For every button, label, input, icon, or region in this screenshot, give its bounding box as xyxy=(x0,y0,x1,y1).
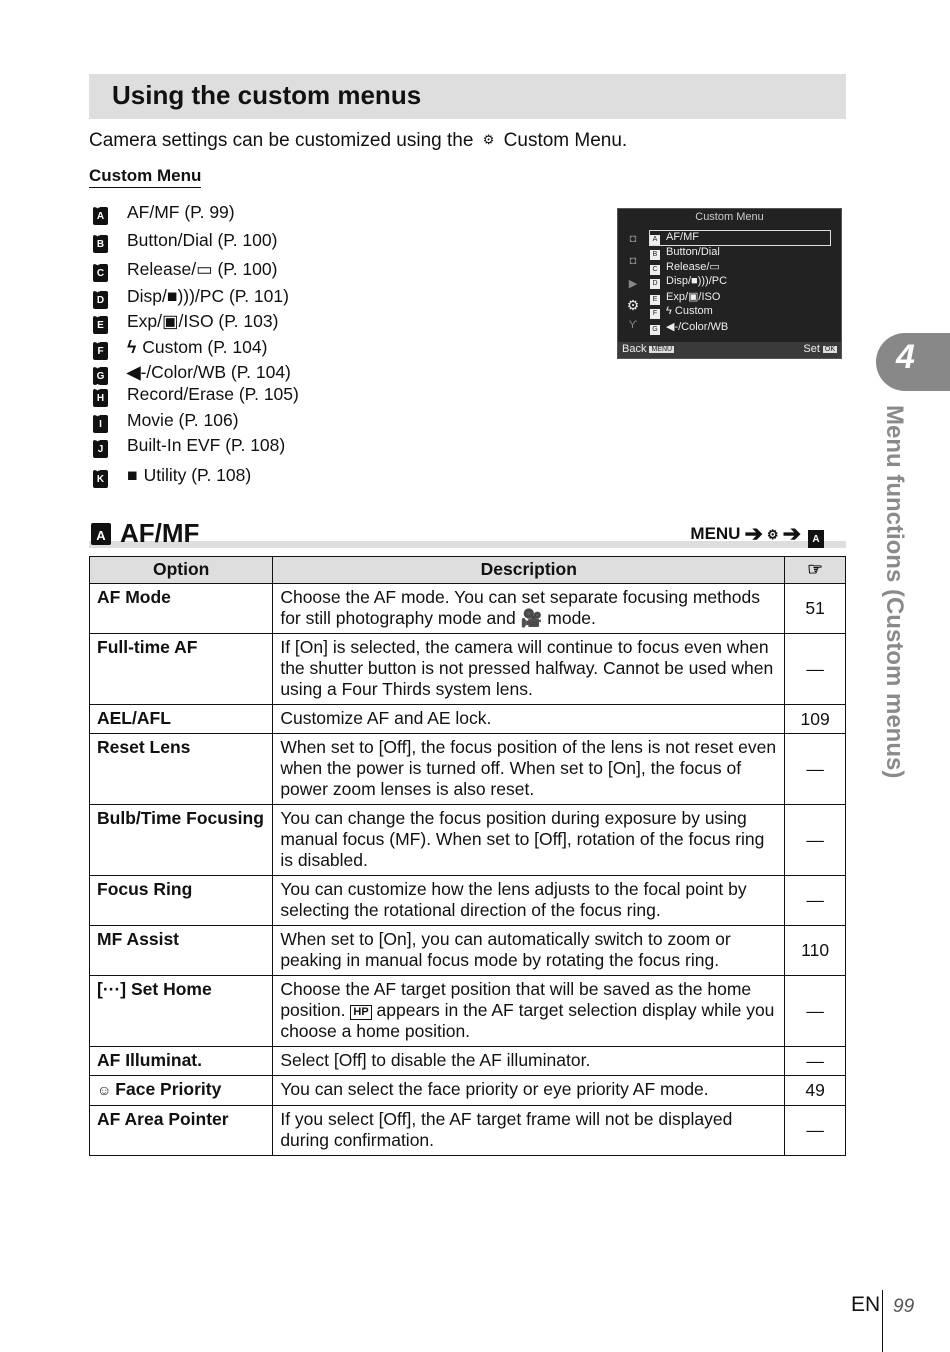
page-cell: 109 xyxy=(785,705,846,734)
custom-menu-a-icon: ⚙ A xyxy=(93,207,108,225)
afmf-options-table xyxy=(89,556,846,1156)
custom-menu-i-icon: ⚙ I xyxy=(93,415,108,433)
camera-screen-item-label: Exp/▣/ISO xyxy=(666,291,721,303)
section-heading xyxy=(89,520,846,548)
custom-menu-g-icon: ⚙ G xyxy=(93,367,108,385)
chapter-number: 4 xyxy=(896,338,915,376)
custom-menu-k-icon: ⚙ K xyxy=(93,470,108,488)
custom-menu-gear-icon: ⚙ xyxy=(482,132,495,147)
option-label: Face Priority xyxy=(115,1079,222,1099)
page-title: Using the custom menus xyxy=(112,80,422,110)
camera-screen-item xyxy=(650,320,830,334)
menu-item-icon: D xyxy=(650,279,660,289)
list-item-label: Utility (P. 108) xyxy=(143,465,252,485)
camera-screen-item xyxy=(650,246,830,260)
set-label: Set xyxy=(803,343,820,355)
option-cell: AF Mode xyxy=(90,584,273,634)
custom-menu-c-icon: ⚙ C xyxy=(93,264,108,282)
custom-menu-f-icon: ⚙ F xyxy=(93,342,108,360)
table-row xyxy=(90,584,846,634)
description-text-before: Choose the AF target position that will be saved as the home position. xyxy=(280,979,752,1020)
title-bar xyxy=(89,74,846,119)
custom-menu-tab-icon: ⚙ xyxy=(626,297,640,313)
custom-menu-a-icon: A xyxy=(91,523,111,545)
page-cell: — xyxy=(785,1106,846,1156)
option-cell: AEL/AFL xyxy=(90,705,273,734)
flash-icon: ϟ xyxy=(127,337,137,357)
list-item-label: Custom (P. 104) xyxy=(142,337,268,357)
description-cell: When set to [On], you can automatically switch to zoom or peaking in manual focus mode by rotating the focus ring. xyxy=(273,926,785,976)
back-hint xyxy=(622,343,674,355)
menu-key-icon: MENU xyxy=(651,346,673,353)
custom-menu-b-icon: ⚙ B xyxy=(93,235,108,253)
intro-text xyxy=(89,130,627,152)
camera-screen-item-label: Release/▭ xyxy=(666,261,720,273)
table-row xyxy=(90,876,846,926)
camera-screen-item xyxy=(650,260,830,274)
menu-item-icon: A xyxy=(650,235,660,245)
list-item-label: -/Color/WB (P. 104) xyxy=(140,362,291,382)
page-cell: — xyxy=(785,976,846,1047)
page-cell: — xyxy=(785,805,846,876)
page-cell: 49 xyxy=(785,1076,846,1106)
set-hint xyxy=(803,343,837,355)
custom-menu-d-icon: ⚙ D xyxy=(93,291,108,309)
header-description: Description xyxy=(273,557,785,584)
table-row xyxy=(90,926,846,976)
table-row xyxy=(90,705,846,734)
camera-menu-screen xyxy=(617,208,842,359)
reference-page-icon: ☞ xyxy=(785,557,846,584)
table-row xyxy=(90,734,846,805)
option-cell: AF Illuminat. xyxy=(90,1047,273,1076)
option-cell: Focus Ring xyxy=(90,876,273,926)
white-balance-icon: ◀ xyxy=(127,362,141,382)
chapter-title: Menu functions (Custom menus) xyxy=(881,405,908,779)
playback-menu-icon: ▶ xyxy=(628,278,638,290)
list-item-label: Movie (P. 106) xyxy=(127,410,239,430)
section-title: AF/MF xyxy=(120,518,200,548)
page-cell: — xyxy=(785,734,846,805)
description-cell: Select [Off] to disable the AF illuminator. xyxy=(273,1047,785,1076)
option-cell: MF Assist xyxy=(90,926,273,976)
back-label: Back xyxy=(622,343,647,355)
camera-screen-item-label: AF/MF xyxy=(666,231,699,243)
description-cell: If [On] is selected, the camera will continue to focus even when the shutter button is not pressed halfway. Cannot be used when using a Four Thirds system lens. xyxy=(273,634,785,705)
menu-item-icon: C xyxy=(650,265,660,275)
description-cell: If you select [Off], the AF target frame will not be displayed during confirmation. xyxy=(273,1106,785,1156)
page-cell: 110 xyxy=(785,926,846,976)
home-position-icon: HP xyxy=(350,1005,371,1020)
table-row xyxy=(90,1047,846,1076)
camera-screen-item xyxy=(650,305,830,319)
camera-screen-footer xyxy=(618,342,841,358)
description-cell: When set to [Off], the focus position of the lens is not reset even when the power is turned off. When set to [On], the focus of power zoom lenses is also reset. xyxy=(273,734,785,805)
shooting-menu-1-icon: ◘ xyxy=(629,233,637,245)
menu-item-icon: B xyxy=(650,250,660,260)
option-cell: Reset Lens xyxy=(90,734,273,805)
menu-path xyxy=(690,521,824,548)
intro-text-before: Camera settings can be customized using the xyxy=(89,130,474,151)
table-row xyxy=(90,634,846,705)
page-cell: — xyxy=(785,634,846,705)
footer-page-number: 99 xyxy=(893,1296,915,1317)
list-item-text xyxy=(127,362,291,383)
footer-language: EN xyxy=(851,1293,881,1316)
menu-item-icon: F xyxy=(650,309,660,319)
description-cell: Choose the AF mode. You can set separate focusing methods for still photography mode and 🎥 mode. xyxy=(273,584,785,634)
table-header-row xyxy=(90,557,846,584)
list-item-label: Record/Erase (P. 105) xyxy=(127,384,299,404)
setup-menu-icon: ϒ xyxy=(628,319,638,331)
list-item-label: Disp/■)))/PC (P. 101) xyxy=(127,286,289,306)
list-item-label: Button/Dial (P. 100) xyxy=(127,230,278,250)
page-cell: 51 xyxy=(785,584,846,634)
custom-menu-j-icon: ⚙ J xyxy=(93,440,108,458)
option-cell: Bulb/Time Focusing xyxy=(90,805,273,876)
page-cell: — xyxy=(785,1047,846,1076)
chapter-tab xyxy=(876,333,950,391)
table-row xyxy=(90,805,846,876)
table-row xyxy=(90,1076,846,1106)
description-cell: You can change the focus position during exposure by using manual focus (MF). When set to [Off], rotation of the focus ring is disabled. xyxy=(273,805,785,876)
gear-icon: ⚙ xyxy=(766,527,779,542)
custom-menu-a-icon: A xyxy=(808,530,824,548)
menu-item-icon: G xyxy=(650,325,660,335)
header-option: Option xyxy=(90,557,273,584)
list-item-label: Release/▭ (P. 100) xyxy=(127,259,278,279)
custom-menu-h-icon: ⚙ H xyxy=(93,389,108,407)
camera-screen-item-label: ◀-/Color/WB xyxy=(666,321,729,333)
table-row xyxy=(90,976,846,1047)
arrow-right-icon: ➔ xyxy=(744,521,763,546)
description-cell: You can select the face priority or eye priority AF mode. xyxy=(273,1076,785,1106)
list-item-text xyxy=(127,337,267,358)
menu-path-label: MENU xyxy=(690,524,741,543)
list-item-label: AF/MF (P. 99) xyxy=(127,202,235,222)
camera-screen-item-label: Disp/■)))/PC xyxy=(666,275,728,287)
table-row xyxy=(90,1106,846,1156)
camera-screen-item xyxy=(650,275,830,289)
option-cell: AF Area Pointer xyxy=(90,1106,273,1156)
custom-menu-heading: Custom Menu xyxy=(89,166,201,188)
description-cell xyxy=(273,976,785,1047)
camera-screen-title: Custom Menu xyxy=(695,211,764,223)
arrow-right-icon: ➔ xyxy=(782,521,801,546)
option-cell: [···] Set Home xyxy=(90,976,273,1047)
list-item-label: Built-In EVF (P. 108) xyxy=(127,435,286,455)
description-text-after: appears in the AF target selection display while you choose a home position. xyxy=(280,1000,775,1041)
camera-screen-item xyxy=(650,231,830,245)
custom-menu-e-icon: ⚙ E xyxy=(93,316,108,334)
shooting-menu-2-icon: ◘ xyxy=(629,255,637,267)
ok-key-icon: OK xyxy=(824,346,835,353)
list-item-label: Exp/▣/ISO (P. 103) xyxy=(127,311,279,331)
option-cell xyxy=(90,1076,273,1106)
face-icon: ☺ xyxy=(97,1082,112,1098)
description-cell: Customize AF and AE lock. xyxy=(273,705,785,734)
camera-screen-item-label: ϟ Custom xyxy=(666,305,713,317)
chapter-title-vertical xyxy=(874,405,910,785)
menu-item-icon: E xyxy=(650,295,660,305)
camera-screen-item xyxy=(650,290,830,304)
option-cell: Full-time AF xyxy=(90,634,273,705)
description-cell: You can customize how the lens adjusts to the focal point by selecting the rotational direction of the focus ring. xyxy=(273,876,785,926)
page-cell: — xyxy=(785,876,846,926)
footer-divider xyxy=(882,1290,883,1352)
list-item-text xyxy=(127,465,251,486)
intro-text-after: Custom Menu. xyxy=(503,130,628,151)
camera-utility-icon: ■ xyxy=(127,465,138,485)
camera-screen-item-label: Button/Dial xyxy=(666,246,720,258)
